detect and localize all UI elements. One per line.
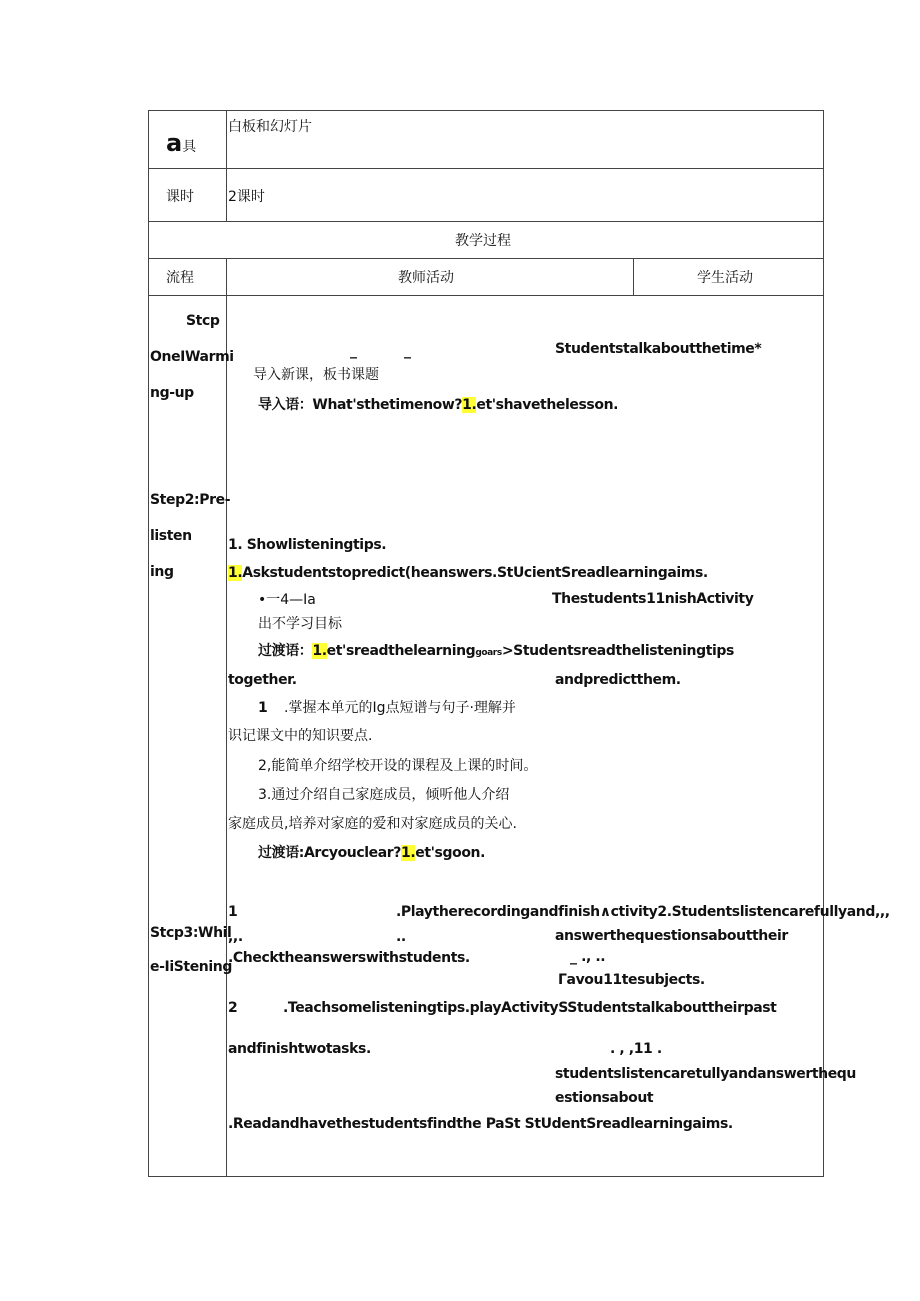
- column-header-teacher: 教师活动: [398, 270, 454, 286]
- s2-transition-small: goars: [475, 648, 502, 658]
- step2-line2: listen: [150, 528, 192, 544]
- row-divider-3: [148, 258, 824, 259]
- step2-line1: Step2:Pre-: [150, 492, 231, 508]
- s2-transition-tail: >Studentsreadthelisteningtips: [501, 643, 734, 659]
- s3-number1: 1: [228, 904, 238, 920]
- goal3-line-b: 家庭成员,培养对家庭的爱和对家庭成员的关心.: [228, 816, 517, 832]
- goal2: 2,能简单介绍学校开设的课程及上课的时间。: [258, 758, 538, 774]
- s3-noise4: . , ,11 .: [610, 1041, 662, 1057]
- s2-line2-highlight: 1.: [228, 565, 243, 581]
- tools-label-big: a: [166, 129, 183, 157]
- intro-line: [258, 396, 618, 414]
- s2-line4: 出不学习目标: [258, 616, 342, 632]
- s2-transition-mid: et'sreadthelearning: [326, 643, 476, 659]
- s3-favourite: Γavou11tesubjects.: [558, 972, 705, 988]
- s2-together: together.: [228, 672, 297, 688]
- goal1-number: 1: [258, 700, 268, 716]
- s2-line3: •一4—Ia: [258, 592, 316, 608]
- dash-mark-2: _: [404, 343, 411, 359]
- step1-line3: ng-up: [150, 385, 194, 401]
- s2-transition2-highlight: 1.: [401, 845, 416, 861]
- process-title: 教学过程: [455, 233, 511, 249]
- col-divider-upper: [226, 110, 227, 221]
- table-left-border: [148, 110, 149, 1177]
- s3-estions: estionsabout: [555, 1090, 654, 1106]
- tools-value: 白板和幻灯片: [228, 119, 312, 135]
- table-right-border: [823, 110, 824, 1177]
- s2-predict: andpredictthem.: [555, 672, 681, 688]
- dash-mark-1: _: [350, 343, 357, 359]
- s2-transition2-suffix: et'sgoon.: [415, 845, 486, 861]
- row-divider-4: [148, 295, 824, 296]
- row-divider-1: [148, 168, 824, 169]
- s3-careful: studentslistencaretullyandanswerthequ: [555, 1066, 856, 1082]
- s2-line2-text: Askstudentstopredict(heanswers.StUcientSreadlearningaims.: [242, 565, 708, 581]
- s2-transition2: [258, 844, 485, 862]
- s3-noise1: ,,.: [228, 929, 243, 945]
- s3-check: .Checktheanswerswithstudents.: [228, 950, 470, 966]
- goal1-line-b: 识记课文中的知识要点.: [228, 728, 373, 744]
- student-step1-text: Studentstalkaboutthetime*: [555, 341, 762, 357]
- s2-line2: [228, 564, 708, 582]
- import-line: 导入新课，板书课题: [253, 367, 379, 383]
- s2-student-line3: Thestudents11nishActivity: [552, 591, 754, 607]
- s3-student-question: answerthequestionsabouttheir: [555, 928, 788, 944]
- col-divider-student: [633, 258, 634, 295]
- s3-line2: .Teachsomelisteningtips.playActivitySStudentstalkabouttheirpast: [283, 1000, 777, 1016]
- table-bottom-border: [148, 1176, 824, 1177]
- goal3-line-a: 3.通过介绍自己家庭成员，倾听他人介绍: [258, 787, 510, 803]
- s2-transition2-prefix: 过渡语:Arcyouclear?: [258, 845, 402, 861]
- s3-read: .Readandhavethestudentsfindthe PaSt StUdentSreadlearningaims.: [228, 1116, 733, 1132]
- column-header-student: 学生活动: [697, 270, 753, 286]
- step1-line1: Stcp: [186, 313, 220, 329]
- row-divider-2: [148, 221, 824, 222]
- s2-transition: [258, 642, 734, 662]
- s3-number2: 2: [228, 1000, 238, 1016]
- table-top-border: [148, 110, 824, 111]
- tools-label: [166, 130, 196, 156]
- intro-suffix: et'shavethelesson.: [476, 397, 619, 413]
- step1-line2: OneIWarmi: [150, 349, 234, 365]
- s3-noise2: ..: [396, 929, 406, 945]
- s3-line1: .Playtherecordingandfinish∧ctivity2.Studentslistencarefullyand,,,: [396, 904, 890, 920]
- goal1-line-a: .掌握本单元的Ig点短谱与句子·理解并: [284, 700, 516, 716]
- step3-line1: Stcp3:Whil: [150, 925, 232, 941]
- s3-finish: andfinishtwotasks.: [228, 1041, 371, 1057]
- s2-line1: 1. Showlisteningtips.: [228, 537, 387, 553]
- step2-line3: ing: [150, 564, 174, 580]
- column-header-flow: 流程: [166, 270, 194, 286]
- period-value: 2课时: [228, 189, 265, 205]
- intro-prefix: 导入语：What'sthetimenow?: [258, 397, 463, 413]
- s2-transition-prefix: 过渡语：: [258, 643, 313, 659]
- tools-label-small: 具: [182, 139, 197, 155]
- period-label: 课时: [166, 189, 194, 205]
- s2-transition-highlight: 1.: [312, 643, 327, 659]
- intro-highlight: 1.: [462, 397, 477, 413]
- step3-line2: e-IiStening: [150, 959, 232, 975]
- col-divider-lower: [226, 258, 227, 1176]
- s3-noise3: _ ., ..: [570, 949, 606, 965]
